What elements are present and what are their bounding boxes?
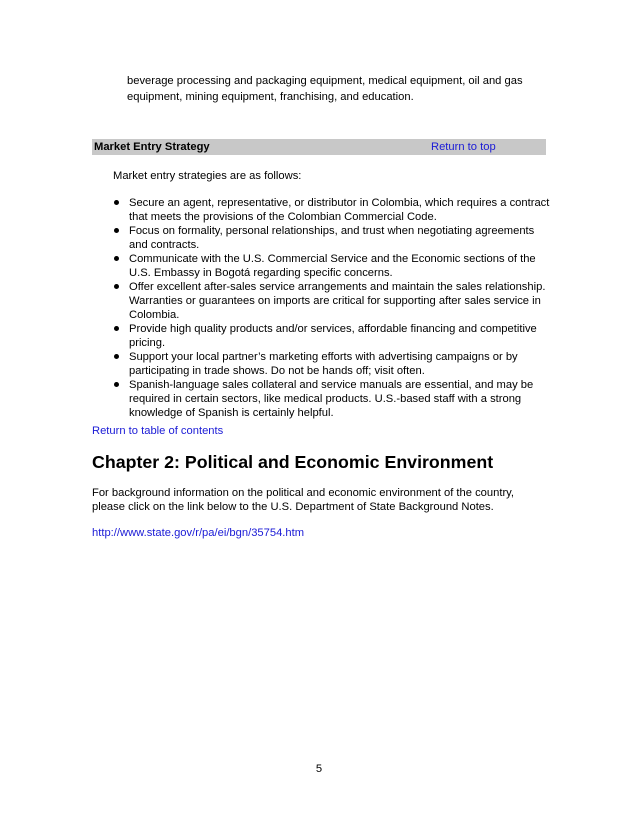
bullet-icon [114,382,119,387]
bullet-icon [114,326,119,331]
continuation-paragraph: beverage processing and packaging equipment, medical equipment, oil and gas equipment, mining equipment, franchising, and education. [127,75,523,103]
list-item-text: Offer excellent after-sales service arrangements and maintain the sales relationship. Warranties or guarantees on imports are critical for supporting after sales service in Colombia. [129,281,546,321]
list-item [113,350,553,378]
bullet-icon [114,256,119,261]
section-header-bar [92,139,546,155]
list-item-text: Spanish-language sales collateral and service manuals are essential, and may be required in certain sectors, like medical products. U.S.-based staff with a strong knowledge of Spanish is certainly helpful. [129,379,534,419]
section-title: Market Entry Strategy [94,141,210,153]
strategy-list [113,196,553,420]
return-to-toc-link[interactable]: Return to table of contents [92,425,224,437]
bullet-icon [114,284,119,289]
list-item [113,378,553,420]
list-item-text: Provide high quality products and/or services, affordable financing and competitive pricing. [129,323,537,349]
list-item [113,280,553,322]
chapter-body: For background information on the political and economic environment of the country, please click on the link below to the U.S. Department of State Background Notes. [92,487,515,513]
bullet-icon [114,200,119,205]
list-item [113,196,553,224]
list-item [113,322,553,350]
list-item-text: Support your local partner’s marketing efforts with advertising campaigns or by participating in trade shows. Do not be hands off; visit often. [129,351,518,377]
list-item-text: Focus on formality, personal relationships, and trust when negotiating agreements and contracts. [129,225,535,251]
list-item-text: Communicate with the U.S. Commercial Service and the Economic sections of the U.S. Embassy in Bogotá regarding specific concerns. [129,253,536,279]
list-item-text: Secure an agent, representative, or distributor in Colombia, which requires a contract that meets the provisions of the Colombian Commercial Code. [129,197,550,223]
list-item [113,252,553,280]
chapter-title: Chapter 2: Political and Economic Environment [92,452,494,472]
state-dept-link[interactable]: http://www.state.gov/r/pa/ei/bgn/35754.htm [92,527,305,539]
bullet-icon [114,228,119,233]
list-item [113,224,553,252]
section-intro: Market entry strategies are as follows: [113,170,302,182]
page-number: 5 [315,763,323,775]
bullet-icon [114,354,119,359]
return-to-top-link[interactable]: Return to top [431,141,496,153]
